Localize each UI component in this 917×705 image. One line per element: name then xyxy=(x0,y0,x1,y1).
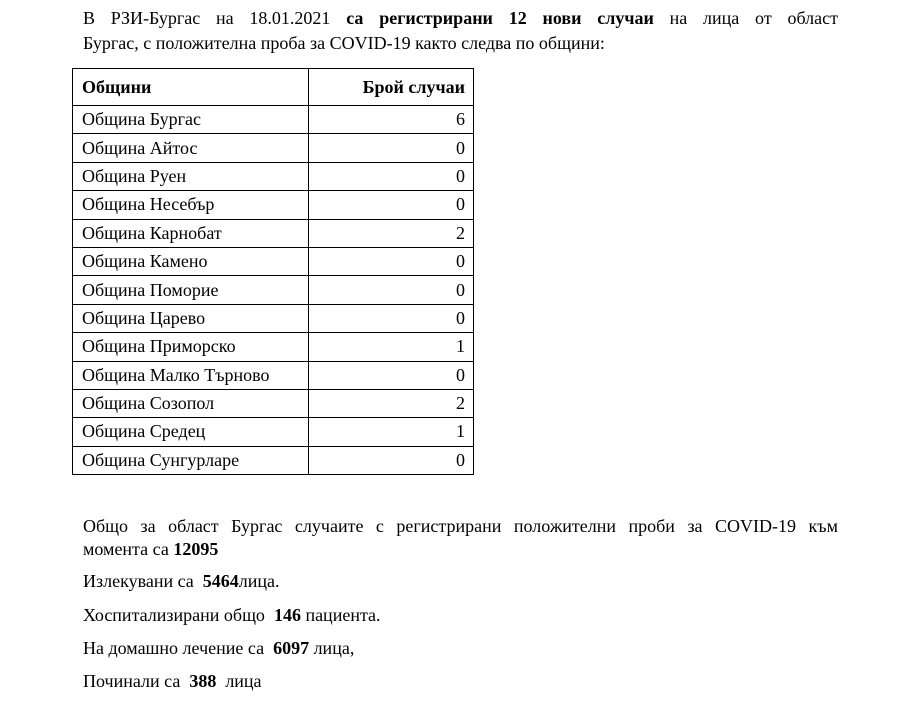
table-row xyxy=(73,247,474,275)
municipality-name: Община Карнобат xyxy=(73,219,309,247)
deceased-line xyxy=(83,670,262,693)
municipality-name: Община Приморско xyxy=(73,333,309,361)
case-count: 0 xyxy=(309,134,474,162)
home-treatment-label: На домашно лечение са xyxy=(83,638,274,658)
table-row xyxy=(73,333,474,361)
intro-text-2: на лица от област xyxy=(653,8,838,28)
case-count: 2 xyxy=(309,219,474,247)
hospitalized-label: Хоспитализирани общо xyxy=(83,605,274,625)
recovered-value: 5464 xyxy=(202,571,239,591)
municipality-name: Община Средец xyxy=(73,418,309,446)
header-municipality: Общини xyxy=(73,69,309,106)
intro-text-1: В РЗИ-Бургас на 18.01.2021 xyxy=(83,8,347,28)
hospitalized-value: 146 xyxy=(273,605,301,625)
summary-line-2-text: момента са xyxy=(83,539,174,559)
table-row xyxy=(73,304,474,332)
case-count: 0 xyxy=(309,191,474,219)
table-row xyxy=(73,389,474,417)
home-treatment-line xyxy=(83,637,354,660)
cases-table xyxy=(72,68,474,475)
table-row xyxy=(73,418,474,446)
table-row xyxy=(73,106,474,134)
municipality-name: Община Айтос xyxy=(73,134,309,162)
case-count: 0 xyxy=(309,162,474,190)
summary-line-1: Общо за област Бургас случаите с регистрирани положителни проби за COVID-19 към xyxy=(83,516,838,536)
summary-line-2 xyxy=(83,539,218,559)
municipality-name: Община Созопол xyxy=(73,389,309,417)
municipality-name: Община Несебър xyxy=(73,191,309,219)
intro-line-2: Бургас, с положителна проба за COVID-19 както следва по общини: xyxy=(83,33,605,53)
municipality-name: Община Камено xyxy=(73,247,309,275)
table-row xyxy=(73,276,474,304)
table-row xyxy=(73,191,474,219)
recovered-line xyxy=(83,570,280,593)
municipality-name: Община Малко Търново xyxy=(73,361,309,389)
case-count: 2 xyxy=(309,389,474,417)
table-row xyxy=(73,219,474,247)
table-row xyxy=(73,361,474,389)
case-count: 1 xyxy=(309,418,474,446)
case-count: 1 xyxy=(309,333,474,361)
table-row xyxy=(73,134,474,162)
deceased-suffix: лица xyxy=(216,671,262,691)
summary-paragraph xyxy=(83,515,838,561)
table-header-row xyxy=(73,69,474,106)
case-count: 0 xyxy=(309,276,474,304)
table-row xyxy=(73,162,474,190)
total-cases: 12095 xyxy=(173,539,219,559)
intro-new-cases: са регистрирани 12 нови случаи xyxy=(346,8,654,28)
municipality-name: Община Бургас xyxy=(73,106,309,134)
case-count: 0 xyxy=(309,304,474,332)
table-row xyxy=(73,446,474,474)
municipality-name: Община Руен xyxy=(73,162,309,190)
home-treatment-suffix: лица, xyxy=(309,638,355,658)
municipality-name: Община Поморие xyxy=(73,276,309,304)
hospitalized-suffix: пациента. xyxy=(300,605,381,625)
municipality-name: Община Сунгурларе xyxy=(73,446,309,474)
case-count: 0 xyxy=(309,247,474,275)
recovered-suffix: лица. xyxy=(238,571,280,591)
municipality-name: Община Царево xyxy=(73,304,309,332)
table-body xyxy=(73,106,474,475)
case-count: 0 xyxy=(309,361,474,389)
header-cases: Брой случаи xyxy=(309,69,474,106)
intro-paragraph xyxy=(83,6,838,56)
case-count: 6 xyxy=(309,106,474,134)
home-treatment-value: 6097 xyxy=(273,638,310,658)
deceased-label: Починали са xyxy=(83,671,190,691)
intro-line-1 xyxy=(83,6,838,31)
recovered-label: Излекувани са xyxy=(83,571,203,591)
case-count: 0 xyxy=(309,446,474,474)
hospitalized-line xyxy=(83,604,381,627)
deceased-value: 388 xyxy=(189,671,217,691)
